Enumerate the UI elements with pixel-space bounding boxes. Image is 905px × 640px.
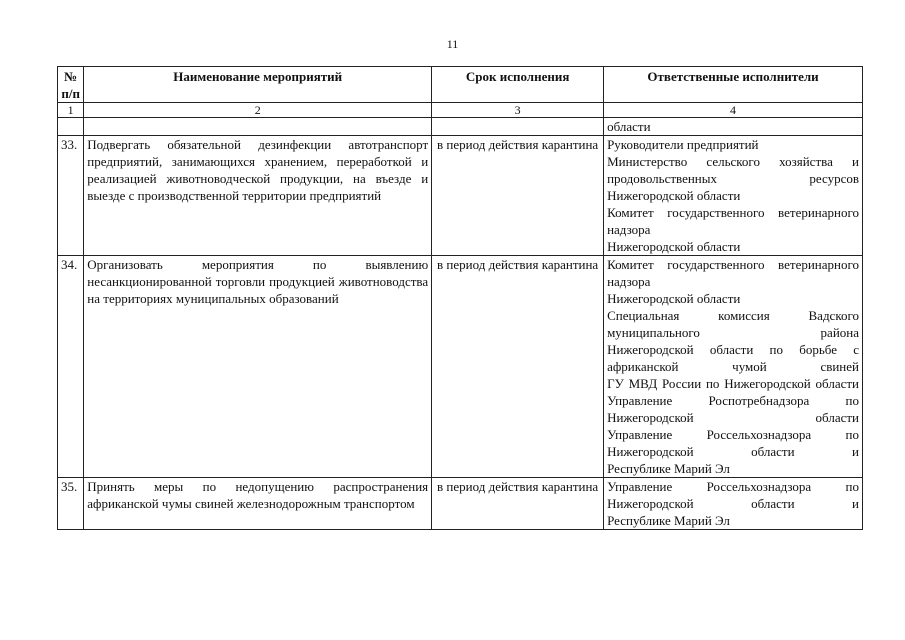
header-name: Наименование мероприятий bbox=[84, 67, 432, 103]
resp-cell bbox=[604, 478, 863, 530]
table-row bbox=[58, 256, 863, 478]
index-cell: 4 bbox=[604, 103, 863, 118]
continuation-row bbox=[58, 118, 863, 136]
term-cell: в период действия карантина bbox=[432, 256, 604, 478]
resp-line: Министерство сельского хозяйства и продовольственных ресурсов bbox=[607, 154, 859, 186]
resp-line: Нижегородской области по борьбе с африканской чумой свиней bbox=[607, 342, 859, 374]
name-cell bbox=[84, 118, 432, 136]
index-cell: 1 bbox=[58, 103, 84, 118]
term-cell: в период действия карантина bbox=[432, 136, 604, 256]
num-cell: 35. bbox=[58, 478, 84, 530]
table-header-row bbox=[58, 67, 863, 103]
resp-line: Нижегородской области bbox=[607, 291, 741, 306]
measures-table bbox=[57, 66, 863, 530]
resp-line: Нижегородской области bbox=[607, 188, 741, 203]
num-cell: 34. bbox=[58, 256, 84, 478]
resp-line: Республике Марий Эл bbox=[607, 513, 730, 528]
resp-line: Управление Роспотребнадзора по Нижегородской области bbox=[607, 393, 859, 425]
index-cell: 2 bbox=[84, 103, 432, 118]
name-cell: Принять меры по недопущению распространения африканской чумы свиней железнодорожным транспортом bbox=[84, 478, 432, 530]
num-cell: 33. bbox=[58, 136, 84, 256]
name-cell: Организовать мероприятия по выявлению несанкционированной торговли продукцией животноводства на территориях муниципальных образований bbox=[84, 256, 432, 478]
resp-line: Управление Россельхознадзора по Нижегородской области и bbox=[607, 427, 859, 459]
header-term: Срок исполнения bbox=[432, 67, 604, 103]
resp-cell bbox=[604, 136, 863, 256]
header-resp: Ответственные исполнители bbox=[604, 67, 863, 103]
resp-line: ГУ МВД России по Нижегородской области bbox=[607, 376, 859, 391]
resp-line: Руководители предприятий bbox=[607, 137, 759, 152]
resp-line: Республике Марий Эл bbox=[607, 461, 730, 476]
resp-line: Управление Россельхознадзора по Нижегородской области и bbox=[607, 479, 859, 511]
header-num: № п/п bbox=[58, 67, 84, 103]
name-cell: Подвергать обязательной дезинфекции автотранспорт предприятий, занимающихся хранением, переработкой и реализацией животноводческой продукции, на въезде и выезде с производственной территории предприятий bbox=[84, 136, 432, 256]
term-cell bbox=[432, 118, 604, 136]
resp-line: Специальная комиссия Вадского муниципального района bbox=[607, 308, 859, 340]
resp-line: Нижегородской области bbox=[607, 239, 741, 254]
num-cell bbox=[58, 118, 84, 136]
term-cell: в период действия карантина bbox=[432, 478, 604, 530]
table-row bbox=[58, 136, 863, 256]
resp-cell: области bbox=[604, 118, 863, 136]
page-number: 11 bbox=[446, 37, 459, 51]
resp-line: Комитет государственного ветеринарного надзора bbox=[607, 205, 859, 237]
table-row bbox=[58, 478, 863, 530]
index-cell: 3 bbox=[432, 103, 604, 118]
resp-cell bbox=[604, 256, 863, 478]
column-index-row bbox=[58, 103, 863, 118]
resp-line: Комитет государственного ветеринарного надзора bbox=[607, 257, 859, 289]
